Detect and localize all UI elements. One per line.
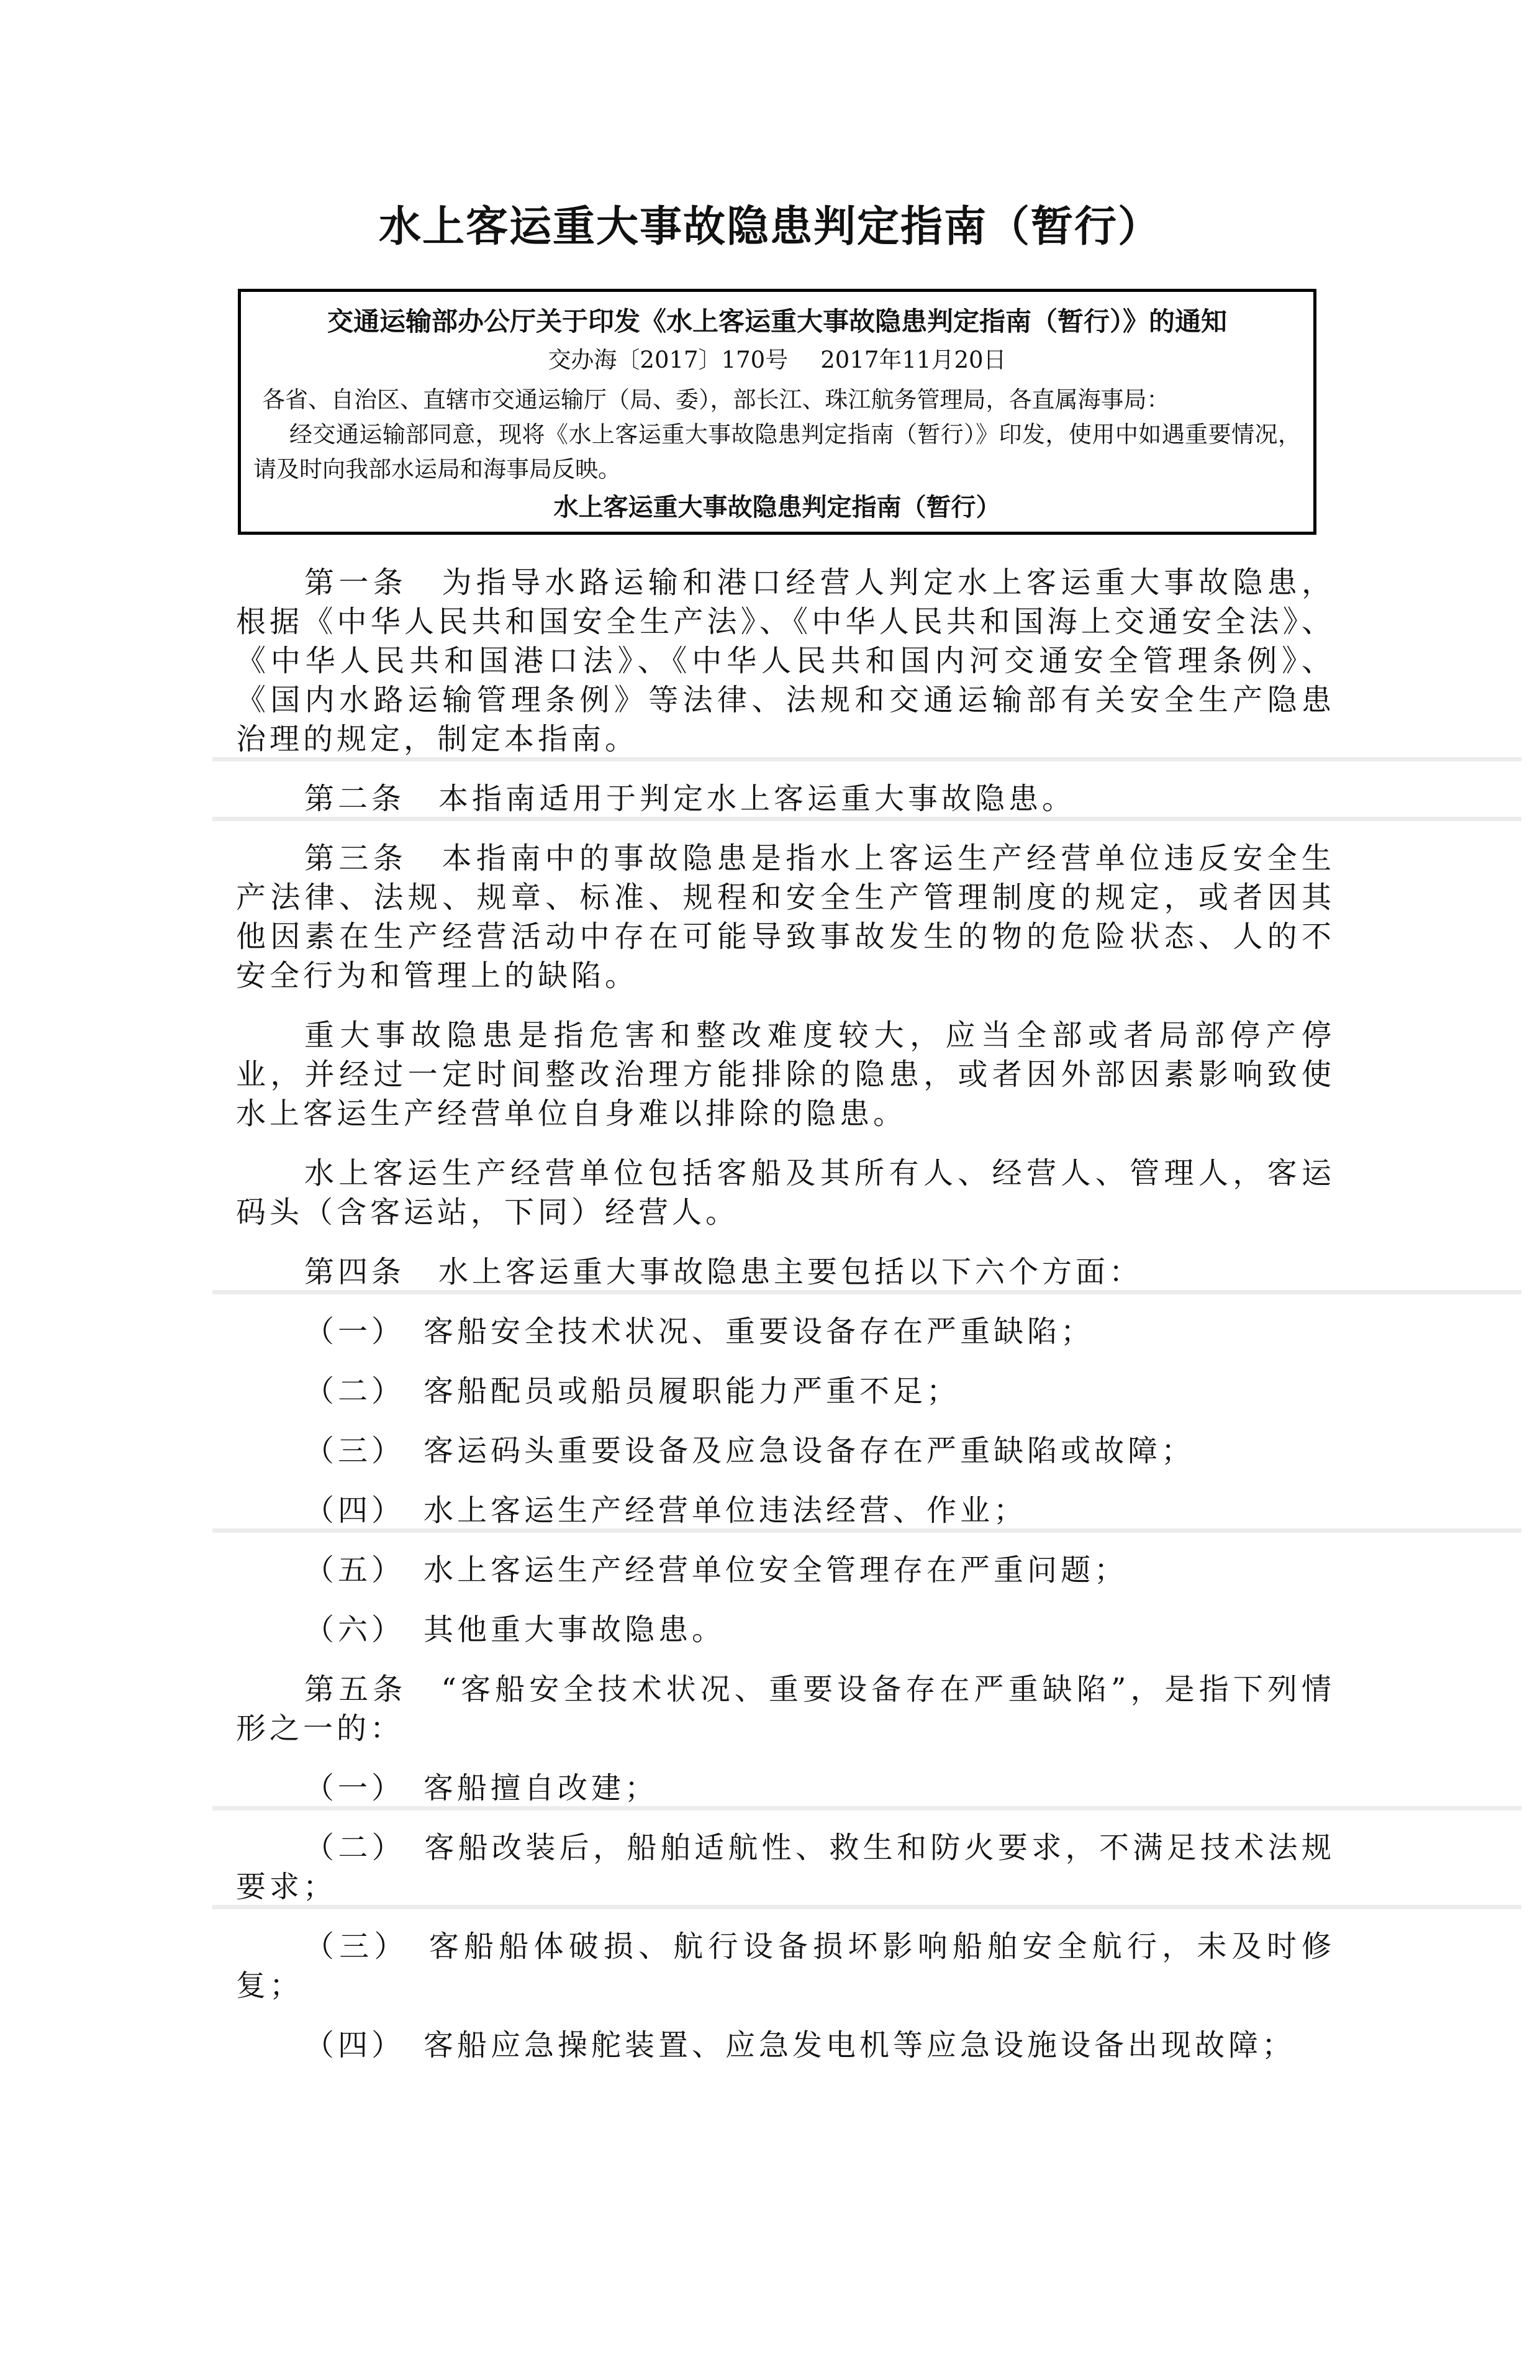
body-paragraph: （四） 客船应急操舵装置、应急发电机等应急设施设备出现故障； bbox=[304, 2028, 1296, 2063]
notice-date: 2017年11月20日 bbox=[820, 347, 1007, 373]
body-paragraph: 第四条 水上客运重大事故隐患主要包括以下六个方面： bbox=[304, 1255, 1143, 1289]
body-paragraph: 水上客运生产经营单位包括客船及其所有人、经营人、管理人，客运码头（含客运站，下同）经营人。 bbox=[236, 1156, 1335, 1230]
notice-doc-number: 交办海〔2017〕170号 bbox=[548, 347, 789, 373]
body-paragraph: 重大事故隐患是指危害和整改难度较大，应当全部或者局部停产停业，并经过一定时间整改治理方能排除的隐患，或者因外部因素影响致使水上客运生产经营单位自身难以排除的隐患。 bbox=[236, 1018, 1335, 1131]
body-paragraph: 第一条 为指导水路运输和港口经营人判定水上客运重大事故隐患，根据《中华人民共和国安全生产法》、《中华人民共和国海上交通安全法》、《中华人民共和国港口法》、《中华人民共和国内河交通安全管理条例》、《国内水路运输管理条例》等法律、法规和交通运输部有关安全生产隐患治理的规定，制定本指南。 bbox=[236, 565, 1335, 756]
body-paragraph: （六） 其他重大事故隐患。 bbox=[304, 1612, 726, 1647]
document-page bbox=[0, 202, 1540, 2380]
notice-box bbox=[238, 289, 1316, 535]
notice-body: 经交通运输部同意，现将《水上客运重大事故隐患判定指南（暂行）》印发，使用中如遇重要情况，请及时向我部水运局和海事局反映。 bbox=[253, 421, 1301, 483]
notice-salutation: 各省、自治区、直辖市交通运输厅（局、委），部长江、珠江航务管理局，各直属海事局： bbox=[262, 386, 1170, 413]
articles bbox=[236, 563, 1335, 2065]
body-paragraph: （三） 客船船体破损、航行设备损坏影响船舶安全航行，未及时修复； bbox=[236, 1927, 1335, 2005]
body-paragraph: （一） 客船安全技术状况、重要设备存在严重缺陷； bbox=[236, 1312, 1335, 1351]
notice-heading: 交通运输部办公厅关于印发《水上客运重大事故隐患判定指南（暂行）》的通知 bbox=[327, 306, 1227, 337]
body-paragraph: （一） 客船擅自改建； bbox=[304, 1771, 659, 1805]
notice-meta bbox=[253, 345, 1301, 375]
body-paragraph: 第三条 本指南中的事故隐患是指水上客运生产经营单位违反安全生产法律、法规、规章、标准、规程和安全生产管理制度的规定，或者因其他因素在生产经营活动中存在可能导致事故发生的物的危险状态、人的不安全行为和管理上的缺陷。 bbox=[236, 839, 1335, 996]
body-paragraph: （二） 客船配员或船员履职能力严重不足； bbox=[304, 1374, 961, 1409]
body-paragraph: 第五条 “客船安全技术状况、重要设备存在严重缺陷”，是指下列情形之一的： bbox=[236, 1672, 1335, 1746]
body-paragraph: （二） 客船改装后，船舶适航性、救生和防火要求，不满足技术法规要求； bbox=[236, 1828, 1335, 1907]
notice-inner-title: 水上客运重大事故隐患判定指南（暂行） bbox=[553, 493, 1001, 522]
body-paragraph: （三） 客运码头重要设备及应急设备存在严重缺陷或故障； bbox=[304, 1433, 1195, 1468]
page-title: 水上客运重大事故隐患判定指南（暂行） bbox=[378, 202, 1161, 252]
body-paragraph: （五） 水上客运生产经营单位安全管理存在严重问题； bbox=[236, 1551, 1335, 1590]
body-paragraph: 第二条 本指南适用于判定水上客运重大事故隐患。 bbox=[236, 779, 1335, 819]
body-paragraph: （四） 水上客运生产经营单位违法经营、作业； bbox=[304, 1493, 1028, 1528]
